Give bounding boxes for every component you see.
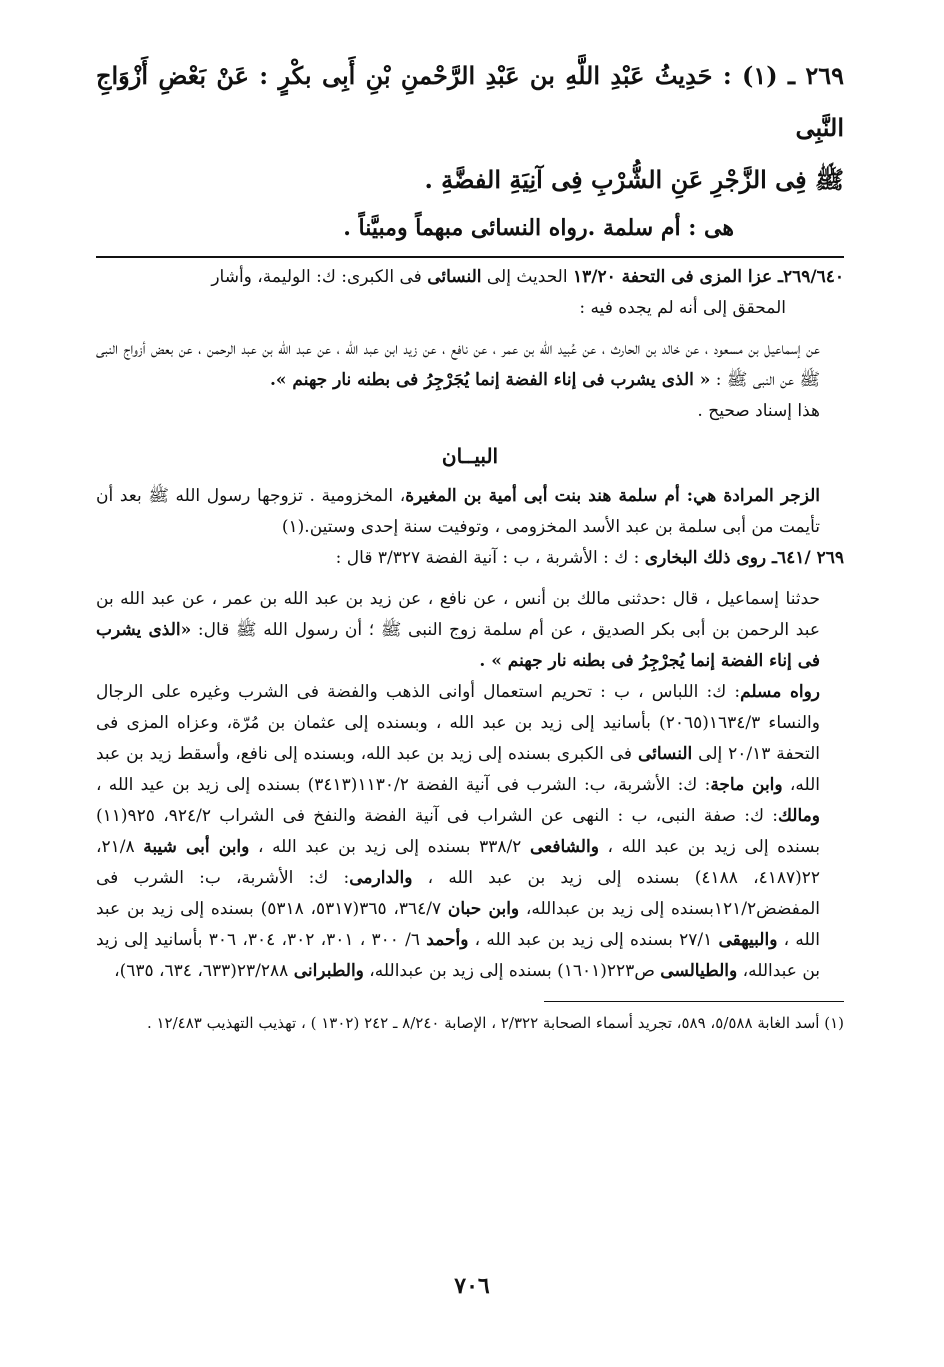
source-ibn-hibban: وابن حبان	[447, 899, 520, 919]
source-ibn-abi-shaybah: وابن أبى شيبة	[143, 837, 250, 857]
heading-line-2: ﷺ فِى الزَّجْرِ عَنِ الشُّرْبِ فِى آنِيَةِ الفضَّةِ .	[424, 165, 844, 194]
section-divider	[96, 256, 844, 258]
bukhari-matn: «الذى يشرب فى إناء الفضة إنما يُجرْجِرُ فى بطنه نار جهنم » .	[96, 620, 820, 671]
riwaya-text: ص٢٢٣(١٦٠١) بسنده إلى زيد بن عبدالله،	[363, 961, 661, 981]
bukhari-ref: ٢٦٩ /٦٤١ـ روى ذلك البخارى	[644, 548, 844, 568]
answer-line: هى : أم سلمة .رواه النسائى مبهماً ومبيَّناً .	[343, 215, 734, 241]
source-shafii: والشافعى	[529, 837, 599, 857]
source-ibn-majah: وابن ماجة	[710, 775, 783, 795]
takhrij-ref-text: الحديث إلى	[481, 267, 573, 287]
riwaya-text: ٣٣٨/٢ بسنده إلى زيد بن عبد الله ،	[249, 837, 530, 857]
takhrij-ref-rest: فى الكبرى: ك: الوليمة، وأشار	[211, 267, 428, 287]
takhrij-isnad	[96, 334, 844, 396]
takhrij-reference	[96, 262, 844, 324]
page-number: ٧٠٦	[454, 1273, 490, 1299]
riwaya-text: ٣٦٤/٧، ٣٦٥(٥٣١٧، ٥٣١٨) بسنده إلى زيد بن عبد الله ،	[96, 899, 821, 950]
source-muslim: رواه مسلم	[740, 682, 820, 702]
source-ahmad: وأحمد	[426, 930, 469, 950]
heading-line-1: ٢٦٩ ـ (١) : حَدِيثُ عَبْدِ اللَّهِ بن عَبْدِ الرَّحْمنِ بْنِ أَبِى بكْرٍ : عَنْ بَعْضِ أَزْوَاجِ النَّبِى	[96, 61, 844, 142]
bayan-rest: ، المخزومية . تزوجها رسول الله ﷺ بعد أن تأيمت من أبى سلمة بن عبد الأسد المخزومى ، وتوفيت سنة إحدى وستين.(١)	[96, 486, 820, 537]
bayan-title: البيــان	[441, 444, 499, 468]
riwaya-paragraph	[96, 677, 844, 987]
riwaya-text: ٢٧/١ بسنده إلى زيد بن عبد الله ،	[468, 930, 719, 950]
bukhari-isnad	[96, 584, 844, 677]
riwaya-text: : ك: اللباس ، ب : تحريم استعمال أوانى الذهب والفضة فى الشرب وغيره على الرجال والنساء ١٦٣٤/٣(٢٠٦٥) بأسانيد إلى زيد بن عبد الله ، وبسنده إلى عثمان بن مُرّة، وعزاه المزى فى التحفة ٢٠/١٣ إلى	[96, 682, 820, 764]
riwaya-text: : ك: الأشربة، ب: الشرب فى المفضض١٢١/٢بسنده إلى زيد بن عبدالله،	[96, 868, 821, 919]
riwaya-text: : ك: صفة النبى، ب : النهى عن الشراب فى آنية الفضة والنفخ فى الشراب ٩٢٤/٢، ٩٢٥(١١) بسنده إلى زيد بن عبد الله ،	[96, 806, 821, 857]
source-tabarani: والطبرانى	[293, 961, 364, 981]
riwaya-text: : ك: الأشربة، ب: الشرب فى آنية الفضة ١١٣٠/٢(٣٤١٣) بسنده إلى زيد بن عيد الله ،	[96, 775, 711, 795]
page-body	[96, 50, 844, 1037]
takhrij-sahih: هذا إسناد صحيح .	[697, 401, 820, 421]
source-tayalisi: والطيالسى	[660, 961, 738, 981]
riwaya-text: ٢١/٨، ٢٢(٤١٨٧، ٤١٨٨) بسنده إلى زيد بن عبد الله ،	[96, 837, 820, 888]
bukhari-ref-rest: : ك : الأشربة ، ب : آنية الفضة ٣/٣٢٧ قال :	[335, 548, 645, 568]
spacer	[96, 324, 844, 334]
source-nasai: النسائى	[637, 744, 693, 764]
riwaya-text: ٦/ ٣٠٠ ، ٣٠١، ٣٠٢، ٣٠٤، ٣٠٦ بأسانيد إلى زيد بن عبدالله،	[96, 930, 820, 981]
bayan-paragraph	[96, 481, 844, 543]
source-malik: ومالك	[777, 806, 820, 826]
riwaya-text: ٢٣/٢٨٨(٦٣٣، ٦٣٤، ٦٣٥)،	[114, 961, 294, 981]
bayan-lead: الزجر المرادة هي: أم سلمة هند بنت أبى أمية بن المغيرة	[405, 486, 820, 506]
bukhari-isnad-text: حدثنا إسماعيل ، قال :حدثنى مالك بن أنس ، عن نافع ، عن زيد بن عبد الله بن عمر ، عن عبد الله بن عبد الرحمن بن أبى بكر الصديق ، عن أم سلمة زوج النبى ﷺ ؛ أن رسول الله ﷺ قال:	[96, 589, 820, 640]
takhrij-isnad-text: عن إسماعيل بن مسعود ، عن خالد بن الحارث ، عن عُبيد اللّه بن عمر ، عن نافع ، عن زيد ابن عبد الله ، عن عبد الله بن عبد الرحمن ، عن بعض أزواج النبى ﷺ عن النبى ﷺ :	[96, 339, 820, 390]
riwaya-text: فى الكبرى بسنده إلى زيد بن عبد الله، وبسنده إلى نافع، وأسقط زيد بن عبد الله،	[96, 744, 821, 795]
footnote: (١) أسد الغابة ٥/٥٨٨، ٥٨٩، تجريد أسماء الصحابة ٢/٣٢٢ ، الإصابة ٨/٢٤٠ ـ ٢٤٢ (١٣٠٢ ) ، تهذيب التهذيب ١٢/٤٨٣ .	[146, 1014, 844, 1032]
source-bayhaqi: والبيهقى	[718, 930, 778, 950]
footnote-divider	[544, 1001, 844, 1002]
takhrij-line-2: المحقق إلى أنه لم يجده فيه :	[579, 298, 786, 318]
hadith-heading	[96, 50, 844, 206]
source-darimi: والدارمى	[349, 868, 413, 888]
takhrij-matn: « الذى يشرب فى إناء الفضة إنما يُجَرْجِرُ فى بطنه نار جهنم ».	[269, 370, 711, 390]
takhrij-ref-number: ٢٦٩/٦٤٠ـ عزا المزى فى التحفة ١٣/٢٠	[573, 267, 844, 287]
takhrij-nasai: النسائى	[427, 267, 482, 287]
spacer	[96, 574, 844, 584]
bukhari-reference	[96, 543, 844, 574]
